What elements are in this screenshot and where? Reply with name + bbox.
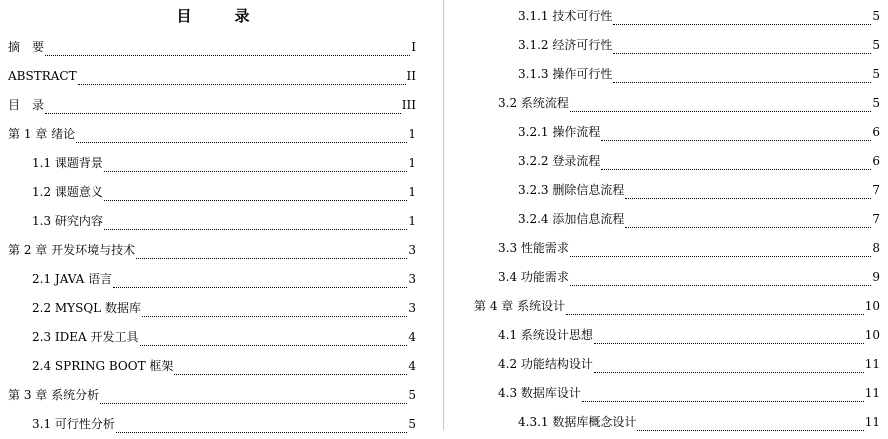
toc-entry-label: 目 录 [8,98,45,112]
toc-entry-page-number: 6 [872,125,880,139]
toc-entry-page-number: II [406,69,416,83]
toc-entry-page-number: 5 [408,388,416,402]
toc-entry[interactable] [458,234,888,263]
toc-entry-label: 1.2 课题意义 [32,185,103,199]
toc-entry-page-number: 10 [864,299,880,313]
toc-entry[interactable] [458,292,888,321]
toc-entry[interactable] [0,62,426,91]
toc-entry[interactable] [0,352,426,381]
toc-entry[interactable] [0,236,426,265]
toc-entry-label: 第 2 章 开发环境与技术 [8,243,136,257]
toc-leader-dots [613,44,871,54]
toc-leader-dots [76,133,407,143]
toc-entry-page-number: 1 [408,156,416,170]
toc-entry-page-number: 4 [408,359,416,373]
toc-entry[interactable] [458,205,888,234]
toc-entry-page-number: 7 [872,212,880,226]
toc-entries-right [458,2,888,437]
toc-entry[interactable] [0,265,426,294]
toc-entry[interactable] [458,263,888,292]
toc-entry[interactable] [0,149,426,178]
toc-page-left [0,0,426,430]
toc-entry[interactable] [0,207,426,236]
toc-entry-label: 3.2.1 操作流程 [518,125,601,139]
toc-entry-page-number: 3 [408,301,416,315]
toc-leader-dots [601,160,871,170]
toc-entry-page-number: 3 [408,243,416,257]
toc-entry-label: 2.3 IDEA 开发工具 [32,330,139,344]
toc-entry-page-number: 4 [408,330,416,344]
toc-entries-left [0,33,426,439]
toc-leader-dots [570,247,871,257]
toc-leader-dots [136,249,407,259]
toc-entry[interactable] [458,408,888,437]
toc-entry[interactable] [458,350,888,379]
toc-leader-dots [613,73,871,83]
toc-entry[interactable] [0,120,426,149]
toc-entry[interactable] [458,147,888,176]
toc-entry[interactable] [458,2,888,31]
toc-leader-dots [140,336,408,346]
toc-leader-dots [100,394,407,404]
toc-entry[interactable] [0,381,426,410]
toc-entry-label: 3.1 可行性分析 [32,417,115,431]
toc-leader-dots [637,421,863,431]
toc-entry-label: 3.2.4 添加信息流程 [518,212,625,226]
toc-entry-label: 1.3 研究内容 [32,214,103,228]
toc-leader-dots [174,365,407,375]
toc-leader-dots [582,392,864,402]
toc-entry-page-number: 8 [872,241,880,255]
toc-entry-label: 2.4 SPRING BOOT 框架 [32,359,174,373]
toc-leader-dots [613,15,871,25]
toc-entry[interactable] [0,410,426,439]
toc-entry-page-number: 5 [872,96,880,110]
toc-leader-dots [104,191,407,201]
toc-entry[interactable] [458,89,888,118]
toc-entry-page-number: 1 [408,127,416,141]
toc-entry-page-number: 11 [864,386,880,400]
toc-leader-dots [104,220,407,230]
toc-entry-label: 第 4 章 系统设计 [474,299,566,313]
toc-entry-label: 3.2 系统流程 [498,96,569,110]
toc-entry-label: 第 3 章 系统分析 [8,388,100,402]
toc-entry[interactable] [0,33,426,62]
toc-entry[interactable] [458,31,888,60]
toc-entry-page-number: I [411,40,416,54]
toc-entry-page-number: 5 [872,9,880,23]
toc-entry-page-number: 10 [864,328,880,342]
toc-entry[interactable] [0,323,426,352]
toc-entry-label: 1.1 课题背景 [32,156,103,170]
toc-page-right [458,0,888,430]
toc-entry-page-number: 5 [872,67,880,81]
toc-entry-label: 3.4 功能需求 [498,270,569,284]
toc-entry-label: 3.2.2 登录流程 [518,154,601,168]
toc-entry[interactable] [0,294,426,323]
toc-entry-label: 4.1 系统设计思想 [498,328,593,342]
toc-entry-page-number: 3 [408,272,416,286]
toc-entry-page-number: 1 [408,185,416,199]
toc-entry[interactable] [458,321,888,350]
toc-entry[interactable] [458,118,888,147]
toc-entry-page-number: 5 [408,417,416,431]
toc-entry-label: 3.3 性能需求 [498,241,569,255]
toc-entry-label: 4.3 数据库设计 [498,386,581,400]
toc-entry[interactable] [0,178,426,207]
toc-entry-label: 2.2 MYSQL 数据库 [32,301,141,315]
toc-entry-page-number: 6 [872,154,880,168]
toc-entry-label: 2.1 JAVA 语言 [32,272,113,286]
page-divider [443,0,444,430]
toc-leader-dots [570,102,871,112]
toc-entry-page-number: III [401,98,416,112]
toc-leader-dots [594,363,864,373]
toc-leader-dots [625,189,871,199]
toc-entry-label: 3.1.3 操作可行性 [518,67,613,81]
toc-leader-dots [570,276,871,286]
toc-entry-page-number: 11 [864,415,880,429]
toc-entry-page-number: 5 [872,38,880,52]
toc-entry-label: 第 1 章 绪论 [8,127,76,141]
toc-entry-label: 3.1.2 经济可行性 [518,38,613,52]
toc-leader-dots [104,162,407,172]
toc-entry-label: ABSTRACT [8,69,77,83]
toc-leader-dots [594,334,864,344]
toc-leader-dots [45,46,410,56]
toc-entry-label: 摘 要 [8,40,45,54]
toc-entry-page-number: 7 [872,183,880,197]
toc-leader-dots [566,305,864,315]
toc-entry[interactable] [0,91,426,120]
toc-entry-label: 4.2 功能结构设计 [498,357,593,371]
toc-entry-label: 3.1.1 技术可行性 [518,9,613,23]
toc-leader-dots [116,423,407,433]
toc-entry-page-number: 1 [408,214,416,228]
toc-entry[interactable] [458,60,888,89]
toc-entry-page-number: 9 [872,270,880,284]
toc-leader-dots [142,307,407,317]
toc-leader-dots [113,278,407,288]
toc-leader-dots [45,104,401,114]
toc-entry-label: 4.3.1 数据库概念设计 [518,415,637,429]
toc-leader-dots [625,218,871,228]
toc-entry[interactable] [458,379,888,408]
toc-title: 目 录 [176,7,264,25]
toc-leader-dots [78,75,406,85]
toc-entry-page-number: 11 [864,357,880,371]
toc-entry[interactable] [458,176,888,205]
toc-entry-label: 3.2.3 删除信息流程 [518,183,625,197]
toc-leader-dots [601,131,871,141]
